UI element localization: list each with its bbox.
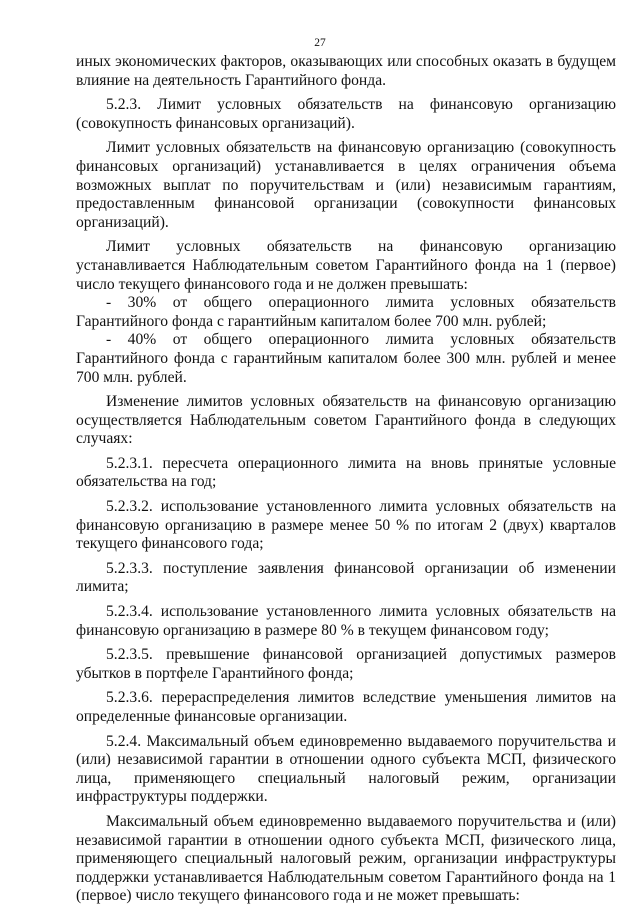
paragraph-continuation: иных экономических факторов, оказывающих или способных оказать в будущем влияние на деятельность Гарантийного фонда. (76, 53, 616, 89)
section-heading-5-2-3: 5.2.3. Лимит условных обязательств на финансовую организацию (совокупность финансовых организаций). (76, 96, 616, 132)
paragraph-limit-purpose: Лимит условных обязательств на финансовую организацию (совокупность финансовых организаций) устанавливается в целях ограничения объема возможных выплат по поручительствам и (или) независимым гарантиям, предоставленным финансовой организации (совокупности финансовых организаций). (76, 139, 616, 231)
paragraph-limit-change: Изменение лимитов условных обязательств на финансовую организацию осуществляется Наблюдательным советом Гарантийного фонда в следующих случаях: (76, 393, 616, 448)
list-item-40-percent: - 40% от общего операционного лимита условных обязательств Гарантийного фонда с гарантийным капиталом более 300 млн. рублей и менее 700 млн. рублей. (76, 331, 616, 386)
paragraph-limit-setting: Лимит условных обязательств на финансовую организацию устанавливается Наблюдательным советом Гарантийного фонда на 1 (первое) число текущего финансового года и не должен превышать: (76, 238, 616, 293)
clause-5-2-3-2: 5.2.3.2. использование установленного лимита условных обязательств на финансовую организацию в размере менее 50 % по итогам 2 (двух) кварталов текущего финансового года; (76, 498, 616, 553)
clause-5-2-3-6: 5.2.3.6. перераспределения лимитов вследствие уменьшения лимитов на определенные финансовые организации. (76, 689, 616, 725)
clause-5-2-3-3: 5.2.3.3. поступление заявления финансовой организации об изменении лимита; (76, 559, 616, 596)
page-number: 27 (314, 37, 326, 49)
document-body (76, 53, 616, 912)
section-heading-5-2-4: 5.2.4. Максимальный объем единовременно выдаваемого поручительства и (или) независимой гарантии в отношении одного субъекта МСП, физического лица, применяющего специальный налоговый режим, организации инфраструктуры поддержки. (76, 732, 616, 806)
clause-5-2-3-4: 5.2.3.4. использование установленного лимита условных обязательств на финансовую организацию в размере 80 % в текущем финансовом году; (76, 603, 616, 639)
clause-5-2-3-5: 5.2.3.5. превышение финансовой организацией допустимых размеров убытков в портфеле Гарантийного фонда; (76, 646, 616, 682)
clause-5-2-3-1: 5.2.3.1. пересчета операционного лимита на вновь принятые условные обязательства на год; (76, 454, 616, 491)
paragraph-max-guarantee: Максимальный объем единовременно выдаваемого поручительства и (или) независимой гарантии в отношении одного субъекта МСП, физического лица, применяющего специальный налоговый режим, организации инфраструктуры поддержки устанавливается Наблюдательным советом Гарантийного фонда на 1 (первое) число текущего финансового года и не может превышать: (76, 812, 616, 905)
list-item-30-percent: - 30% от общего операционного лимита условных обязательств Гарантийного фонда с гарантийным капиталом более 700 млн. рублей; (76, 294, 616, 330)
